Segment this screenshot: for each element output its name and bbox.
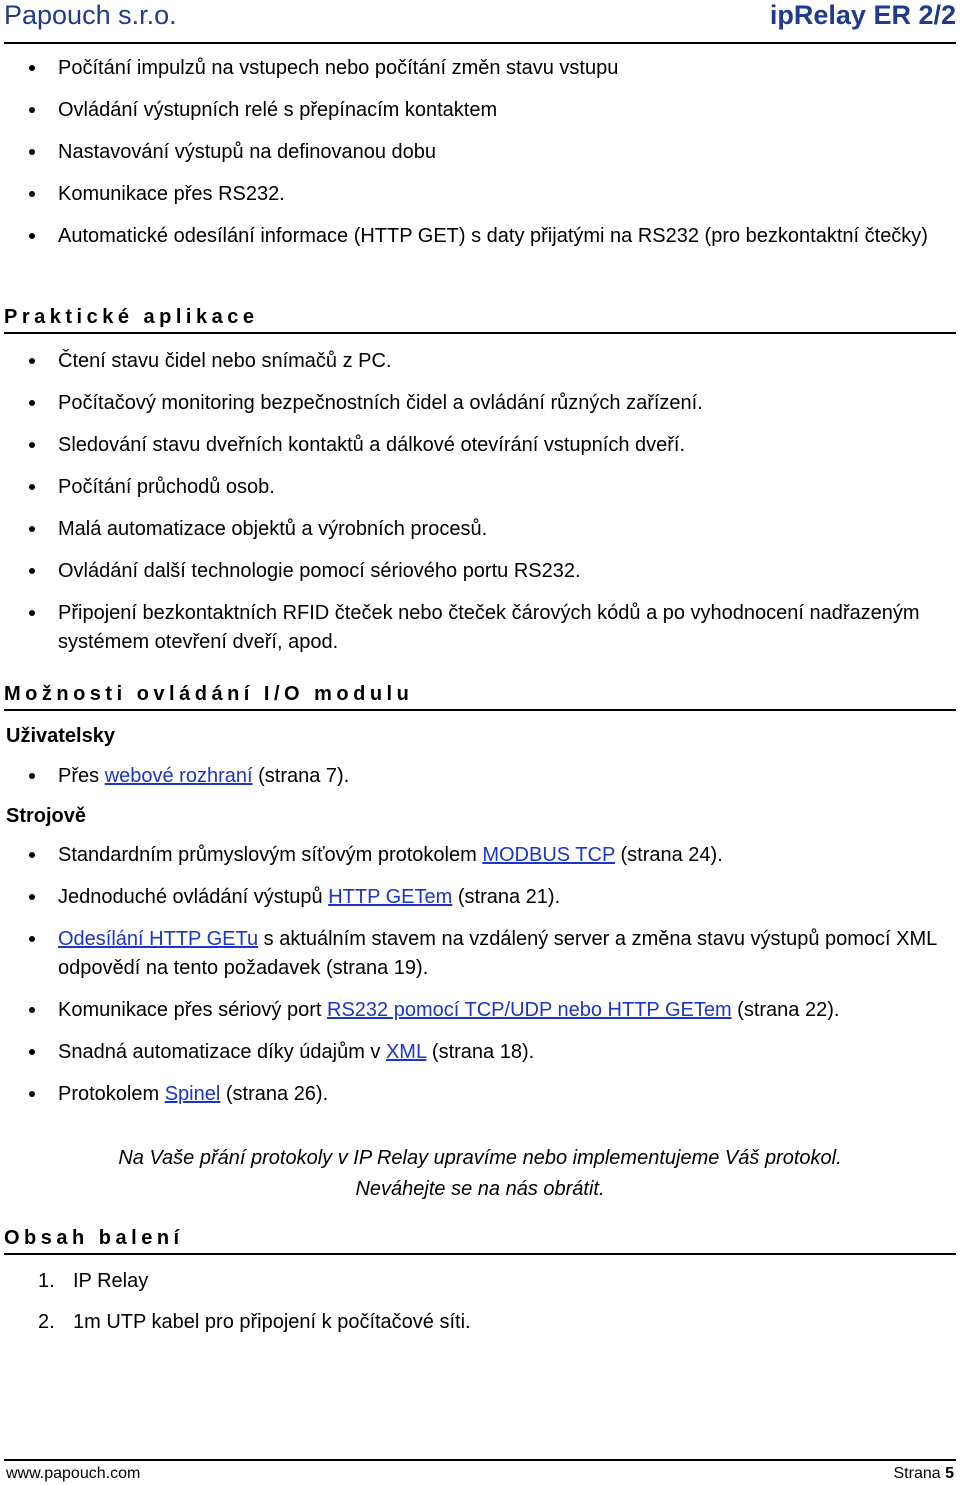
- list-item: Snadná automatizace díky údajům v XML (strana 18).: [0, 1038, 960, 1067]
- section-heading-practical: Praktické aplikace: [4, 306, 956, 334]
- list-item: Standardním průmyslovým síťovým protokolem MODBUS TCP (strana 24).: [0, 841, 960, 870]
- list-item: Odesílání HTTP GETu s aktuálním stavem na vzdálený server a změna stavu výstupů pomocí XML odpovědí na tento požadavek (strana 19).: [0, 925, 960, 983]
- product-name: ipRelay ER 2/2: [769, 0, 956, 30]
- footer-divider: [4, 1459, 956, 1461]
- list-item: Jednoduché ovládání výstupů HTTP GETem (strana 21).: [0, 883, 960, 912]
- list-item: Automatické odesílání informace (HTTP GET) s daty přijatými na RS232 (pro bezkontaktní čtečky): [0, 222, 960, 251]
- list-item: Čtení stavu čidel nebo snímačů z PC.: [0, 347, 960, 376]
- list-item: Připojení bezkontaktních RFID čteček nebo čteček čárových kódů a po vyhodnocení nadřazeným systémem otevření dveří, apod.: [0, 599, 960, 657]
- page-header: [4, 0, 956, 44]
- list-item: Sledování stavu dveřních kontaktů a dálkové otevírání vstupních dveří.: [0, 431, 960, 460]
- link-xml[interactable]: XML: [385, 1041, 427, 1063]
- link-spinel[interactable]: Spinel: [164, 1083, 221, 1105]
- footer-url: www.papouch.com: [6, 1465, 141, 1482]
- custom-protocol-note: [0, 1143, 960, 1205]
- list-item: Komunikace přes RS232.: [0, 180, 960, 209]
- link-modbus-tcp[interactable]: MODBUS TCP: [482, 844, 615, 866]
- section-heading-control: Možnosti ovládání I/O modulu: [4, 683, 956, 711]
- list-item: Počítačový monitoring bezpečnostních čidel a ovládání různých zařízení.: [0, 389, 960, 418]
- company-name: Papouch s.r.o.: [4, 0, 177, 30]
- footer-page: [894, 1465, 955, 1483]
- feature-list: [0, 54, 960, 251]
- list-item: Ovládání další technologie pomocí sériového portu RS232.: [0, 557, 960, 586]
- note-line-2: Neváhejte se na nás obrátit.: [355, 1178, 605, 1200]
- practical-list: [0, 347, 960, 657]
- section-heading-package: Obsah balení: [4, 1227, 956, 1255]
- link-web-interface[interactable]: webové rozhraní: [104, 765, 253, 787]
- list-item: Malá automatizace objektů a výrobních procesů.: [0, 515, 960, 544]
- list-item: Nastavování výstupů na definovanou dobu: [0, 138, 960, 167]
- user-control-list: [0, 762, 960, 791]
- subheading-user: Uživatelsky: [6, 725, 115, 747]
- list-item: Komunikace přes sériový port RS232 pomocí TCP/UDP nebo HTTP GETem (strana 22).: [0, 996, 960, 1025]
- link-http-get-send[interactable]: Odesílání HTTP GETu: [58, 928, 259, 950]
- list-item: Počítání průchodů osob.: [0, 473, 960, 502]
- note-line-1: Na Vaše přání protokoly v IP Relay upravíme nebo implementujeme Váš protokol.: [118, 1147, 842, 1169]
- subheading-machine: Strojově: [6, 805, 87, 827]
- list-item: Ovládání výstupních relé s přepínacím kontaktem: [0, 96, 960, 125]
- list-item: Počítání impulzů na vstupech nebo počítání změn stavu vstupu: [0, 54, 960, 83]
- machine-control-list: [0, 841, 960, 1109]
- list-item: Přes webové rozhraní (strana 7).: [0, 762, 960, 791]
- link-http-get[interactable]: HTTP GETem: [328, 886, 453, 908]
- page-number: 5: [945, 1465, 954, 1482]
- page-label: Strana: [893, 1465, 941, 1482]
- link-rs232[interactable]: RS232 pomocí TCP/UDP nebo HTTP GETem: [327, 999, 732, 1021]
- list-item: Protokolem Spinel (strana 26).: [0, 1080, 960, 1109]
